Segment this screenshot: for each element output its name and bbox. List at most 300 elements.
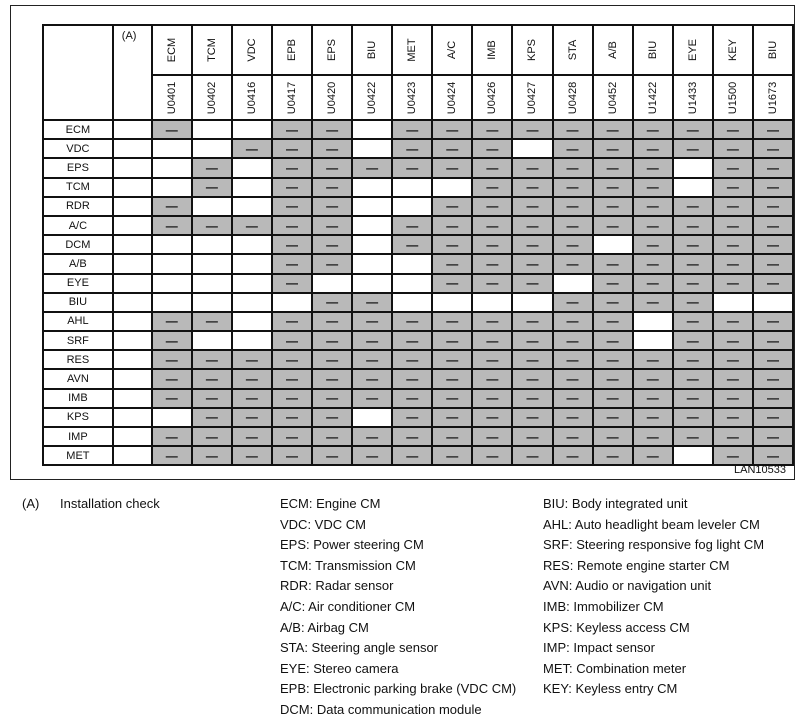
dash-mark: — [726, 160, 739, 175]
dash-mark: — [326, 160, 339, 175]
dash-mark: — [566, 295, 579, 310]
dash-mark: — [205, 391, 218, 406]
legend-entry: EPS: Power steering CM [280, 537, 424, 553]
applicable-cell [673, 274, 713, 293]
column-header-name [192, 25, 232, 75]
legend-entry: SRF: Steering responsive fog light CM [543, 537, 765, 553]
applicable-cell [753, 178, 793, 197]
dash-mark: — [245, 429, 258, 444]
dash-mark: — [686, 199, 699, 214]
installation-check-cell [113, 427, 152, 446]
column-header-name [232, 25, 272, 75]
applicable-cell [512, 446, 552, 465]
applicable-cell [753, 235, 793, 254]
applicable-cell [192, 158, 232, 177]
dash-mark: — [606, 352, 619, 367]
dash-mark: — [285, 199, 298, 214]
dash-mark: — [606, 180, 619, 195]
applicable-cell [512, 235, 552, 254]
column-header-name [753, 25, 793, 75]
applicable-cell [312, 389, 352, 408]
table-row [43, 235, 793, 254]
column-header-code [272, 75, 312, 120]
column-name-label: EYE [686, 38, 699, 62]
applicable-cell [673, 254, 713, 273]
dash-mark: — [446, 276, 459, 291]
dash-mark: — [326, 122, 339, 137]
applicable-cell [593, 216, 633, 235]
column-header-code [352, 75, 392, 120]
dash-mark: — [486, 333, 499, 348]
dash-mark: — [566, 256, 579, 271]
row-label: TCM [43, 178, 113, 197]
column-header-name [432, 25, 472, 75]
dtc-code-label: U0428 [566, 81, 579, 114]
applicable-cell [232, 139, 272, 158]
legend-entry: AHL: Auto headlight beam leveler CM [543, 516, 760, 532]
dtc-code-label: U0423 [406, 81, 419, 114]
table-row [43, 446, 793, 465]
applicable-cell [352, 158, 392, 177]
applicable-cell [392, 389, 432, 408]
column-header-name [713, 25, 753, 75]
empty-cell [553, 274, 593, 293]
dash-mark: — [326, 448, 339, 463]
applicable-cell [272, 216, 312, 235]
applicable-cell [472, 446, 512, 465]
column-name-label: BIU [366, 40, 379, 60]
dash-mark: — [205, 410, 218, 425]
applicable-cell [232, 427, 272, 446]
applicable-cell [272, 312, 312, 331]
applicable-cell [472, 274, 512, 293]
column-name-label: KPS [526, 38, 539, 62]
dash-mark: — [686, 372, 699, 387]
applicable-cell [553, 216, 593, 235]
column-header-code [472, 75, 512, 120]
dash-mark: — [766, 122, 779, 137]
applicable-cell [272, 369, 312, 388]
dash-mark: — [766, 218, 779, 233]
dash-mark: — [205, 160, 218, 175]
dash-mark: — [406, 141, 419, 156]
empty-cell [152, 139, 192, 158]
dtc-code-label: U0401 [165, 81, 178, 114]
installation-check-cell [113, 389, 152, 408]
row-label: AVN [43, 369, 113, 388]
applicable-cell [593, 446, 633, 465]
dash-mark: — [606, 276, 619, 291]
empty-cell [232, 158, 272, 177]
empty-cell [192, 331, 232, 350]
dash-mark: — [205, 180, 218, 195]
empty-cell [152, 274, 192, 293]
dash-mark: — [766, 314, 779, 329]
applicable-cell [713, 408, 753, 427]
dash-mark: — [406, 218, 419, 233]
dash-mark: — [446, 352, 459, 367]
empty-cell [512, 139, 552, 158]
empty-cell [352, 235, 392, 254]
dash-mark: — [686, 122, 699, 137]
applicable-cell [512, 312, 552, 331]
applicable-cell [633, 120, 673, 139]
dash-mark: — [526, 352, 539, 367]
dash-mark: — [205, 218, 218, 233]
applicable-cell [633, 350, 673, 369]
applicable-cell [312, 446, 352, 465]
legend-entry: MET: Combination meter [543, 660, 687, 676]
column-name-label: A/C [446, 40, 459, 60]
table-row [43, 158, 793, 177]
dash-mark: — [566, 141, 579, 156]
dash-mark: — [566, 429, 579, 444]
applicable-cell [633, 389, 673, 408]
dash-mark: — [686, 141, 699, 156]
dash-mark: — [526, 237, 539, 252]
applicable-cell [152, 427, 192, 446]
dash-mark: — [285, 372, 298, 387]
column-header-code [713, 75, 753, 120]
installation-check-cell [113, 197, 152, 216]
applicable-cell [392, 235, 432, 254]
applicable-cell [753, 331, 793, 350]
applicable-cell [553, 178, 593, 197]
applicable-cell [192, 178, 232, 197]
dash-mark: — [366, 314, 379, 329]
row-label: A/C [43, 216, 113, 235]
applicable-cell [352, 293, 392, 312]
dash-mark: — [165, 352, 178, 367]
applicable-cell [352, 446, 392, 465]
dash-mark: — [326, 314, 339, 329]
installation-check-cell [113, 293, 152, 312]
applicable-cell [713, 158, 753, 177]
dash-mark: — [646, 391, 659, 406]
column-header-code [633, 75, 673, 120]
dash-mark: — [245, 410, 258, 425]
applicable-cell [272, 139, 312, 158]
applicable-cell [673, 293, 713, 312]
empty-cell [352, 178, 392, 197]
table-row [43, 389, 793, 408]
applicable-cell [392, 158, 432, 177]
empty-cell [152, 254, 192, 273]
column-header-code [392, 75, 432, 120]
dash-mark: — [446, 429, 459, 444]
empty-cell [232, 254, 272, 273]
empty-cell [713, 293, 753, 312]
applicable-cell [512, 254, 552, 273]
dash-mark: — [446, 122, 459, 137]
dash-mark: — [366, 391, 379, 406]
column-header-code [312, 75, 352, 120]
empty-cell [232, 197, 272, 216]
column-header-name [472, 25, 512, 75]
applicable-cell [512, 120, 552, 139]
applicable-cell [192, 408, 232, 427]
dtc-code-label: U0416 [245, 81, 258, 114]
applicable-cell [633, 293, 673, 312]
dash-mark: — [606, 160, 619, 175]
dash-mark: — [726, 314, 739, 329]
row-label: RDR [43, 197, 113, 216]
applicable-cell [512, 274, 552, 293]
dash-mark: — [686, 429, 699, 444]
dash-mark: — [766, 180, 779, 195]
applicable-cell [312, 293, 352, 312]
legend-entry: KPS: Keyless access CM [543, 619, 690, 635]
empty-cell [232, 331, 272, 350]
table-row [43, 197, 793, 216]
dash-mark: — [646, 429, 659, 444]
applicable-cell [593, 350, 633, 369]
row-label: A/B [43, 254, 113, 273]
dash-mark: — [646, 276, 659, 291]
column-header-code [512, 75, 552, 120]
dash-mark: — [686, 410, 699, 425]
dash-mark: — [726, 218, 739, 233]
installation-check-cell [113, 331, 152, 350]
applicable-cell [152, 369, 192, 388]
row-label: MET [43, 446, 113, 465]
dash-mark: — [646, 180, 659, 195]
dash-mark: — [326, 372, 339, 387]
applicable-cell [392, 139, 432, 158]
empty-cell [673, 158, 713, 177]
dash-mark: — [486, 160, 499, 175]
applicable-cell [232, 216, 272, 235]
legend-entry: VDC: VDC CM [280, 516, 366, 532]
dash-mark: — [285, 429, 298, 444]
applicable-cell [753, 389, 793, 408]
dtc-code-label: U0420 [326, 81, 339, 114]
dash-mark: — [646, 256, 659, 271]
applicable-cell [472, 427, 512, 446]
applicable-cell [152, 120, 192, 139]
dtc-code-label: U1673 [766, 81, 779, 114]
applicable-cell [713, 331, 753, 350]
empty-cell [152, 178, 192, 197]
dash-mark: — [766, 372, 779, 387]
dash-mark: — [205, 429, 218, 444]
dash-mark: — [646, 199, 659, 214]
applicable-cell [472, 312, 512, 331]
applicable-cell [673, 120, 713, 139]
dash-mark: — [486, 314, 499, 329]
dash-mark: — [686, 237, 699, 252]
dtc-code-label: U0427 [526, 81, 539, 114]
applicable-cell [753, 369, 793, 388]
dash-mark: — [646, 160, 659, 175]
legend-entry: BIU: Body integrated unit [543, 496, 688, 511]
empty-cell [152, 158, 192, 177]
applicable-cell [553, 446, 593, 465]
applicable-cell [152, 216, 192, 235]
dash-mark: — [606, 256, 619, 271]
applicable-cell [392, 120, 432, 139]
empty-cell [152, 408, 192, 427]
applicable-cell [593, 427, 633, 446]
dtc-code-label: U0424 [446, 81, 459, 114]
applicable-cell [192, 216, 232, 235]
empty-cell [232, 293, 272, 312]
applicable-cell [633, 235, 673, 254]
applicable-cell [673, 369, 713, 388]
dash-mark: — [766, 333, 779, 348]
applicable-cell [553, 197, 593, 216]
column-header-name [312, 25, 352, 75]
applicable-cell [352, 427, 392, 446]
column-header-code [753, 75, 793, 120]
dash-mark: — [526, 410, 539, 425]
dash-mark: — [245, 448, 258, 463]
dash-mark: — [245, 372, 258, 387]
dash-mark: — [205, 448, 218, 463]
applicable-cell [272, 389, 312, 408]
row-label: VDC [43, 139, 113, 158]
legend-entry: IMB: Immobilizer CM [543, 598, 664, 614]
applicable-cell [512, 389, 552, 408]
applicable-cell [432, 235, 472, 254]
empty-cell [192, 254, 232, 273]
applicable-cell [312, 331, 352, 350]
applicable-cell [232, 389, 272, 408]
column-header-name [512, 25, 552, 75]
applicable-cell [753, 216, 793, 235]
dash-mark: — [646, 122, 659, 137]
legend-entry: EYE: Stereo camera [280, 660, 399, 676]
dash-mark: — [686, 391, 699, 406]
applicable-cell [192, 350, 232, 369]
empty-cell [633, 331, 673, 350]
applicable-cell [192, 312, 232, 331]
dash-mark: — [326, 218, 339, 233]
applicable-cell [713, 427, 753, 446]
dash-mark: — [406, 352, 419, 367]
applicable-cell [753, 120, 793, 139]
dash-mark: — [566, 352, 579, 367]
applicable-cell [633, 216, 673, 235]
dash-mark: — [165, 391, 178, 406]
dash-mark: — [406, 160, 419, 175]
applicable-cell [713, 178, 753, 197]
dash-mark: — [326, 352, 339, 367]
dash-mark: — [526, 372, 539, 387]
applicable-cell [553, 389, 593, 408]
dash-mark: — [165, 448, 178, 463]
applicable-cell [753, 408, 793, 427]
dash-mark: — [606, 141, 619, 156]
dash-mark: — [406, 333, 419, 348]
applicable-cell [512, 350, 552, 369]
dash-mark: — [526, 218, 539, 233]
dash-mark: — [566, 448, 579, 463]
applicable-cell [713, 139, 753, 158]
dash-mark: — [726, 199, 739, 214]
legend-entry: A/C: Air conditioner CM [280, 598, 416, 614]
dash-mark: — [726, 276, 739, 291]
applicable-cell [432, 139, 472, 158]
dash-mark: — [285, 333, 298, 348]
legend-entry: ECM: Engine CM [280, 496, 381, 511]
installation-check-cell [113, 216, 152, 235]
dash-mark: — [486, 237, 499, 252]
applicable-cell [713, 120, 753, 139]
applicable-cell [392, 216, 432, 235]
dash-mark: — [566, 122, 579, 137]
applicable-cell [152, 446, 192, 465]
applicable-cell [713, 254, 753, 273]
applicable-cell [272, 254, 312, 273]
applicable-cell [272, 158, 312, 177]
dash-mark: — [646, 141, 659, 156]
legend-entry: RDR: Radar sensor [280, 578, 394, 594]
empty-cell [152, 235, 192, 254]
dash-mark: — [406, 429, 419, 444]
dash-mark: — [366, 160, 379, 175]
installation-check-cell [113, 139, 152, 158]
applicable-cell [272, 350, 312, 369]
applicable-cell [272, 427, 312, 446]
column-name-label: EPS [326, 38, 339, 62]
dash-mark: — [326, 141, 339, 156]
applicable-cell [192, 389, 232, 408]
column-header-name [352, 25, 392, 75]
applicable-cell [673, 427, 713, 446]
dash-mark: — [406, 122, 419, 137]
dash-mark: — [766, 276, 779, 291]
applicable-cell [432, 312, 472, 331]
dash-mark: — [766, 410, 779, 425]
applicable-cell [472, 158, 512, 177]
dash-mark: — [526, 429, 539, 444]
empty-cell [352, 274, 392, 293]
applicable-cell [232, 408, 272, 427]
dash-mark: — [446, 448, 459, 463]
applicable-cell [192, 369, 232, 388]
column-name-label: STA [566, 39, 579, 61]
empty-cell [192, 139, 232, 158]
dash-mark: — [766, 448, 779, 463]
applicable-cell [272, 331, 312, 350]
legend-entry: DCM: Data communication module [280, 701, 482, 717]
applicable-cell [713, 446, 753, 465]
dash-mark: — [285, 218, 298, 233]
applicable-cell [673, 408, 713, 427]
applicable-cell [432, 446, 472, 465]
dash-mark: — [486, 141, 499, 156]
row-label: DCM [43, 235, 113, 254]
dash-mark: — [486, 372, 499, 387]
column-header-code [673, 75, 713, 120]
dash-mark: — [726, 256, 739, 271]
applicable-cell [753, 446, 793, 465]
dash-mark: — [486, 352, 499, 367]
dash-mark: — [366, 429, 379, 444]
applicable-cell [272, 408, 312, 427]
row-label: EPS [43, 158, 113, 177]
dash-mark: — [165, 122, 178, 137]
row-label: BIU [43, 293, 113, 312]
dash-mark: — [165, 199, 178, 214]
applicable-cell [753, 158, 793, 177]
applicable-cell [392, 369, 432, 388]
applicable-cell [312, 216, 352, 235]
dash-mark: — [285, 410, 298, 425]
row-label: SRF [43, 331, 113, 350]
dash-mark: — [726, 141, 739, 156]
